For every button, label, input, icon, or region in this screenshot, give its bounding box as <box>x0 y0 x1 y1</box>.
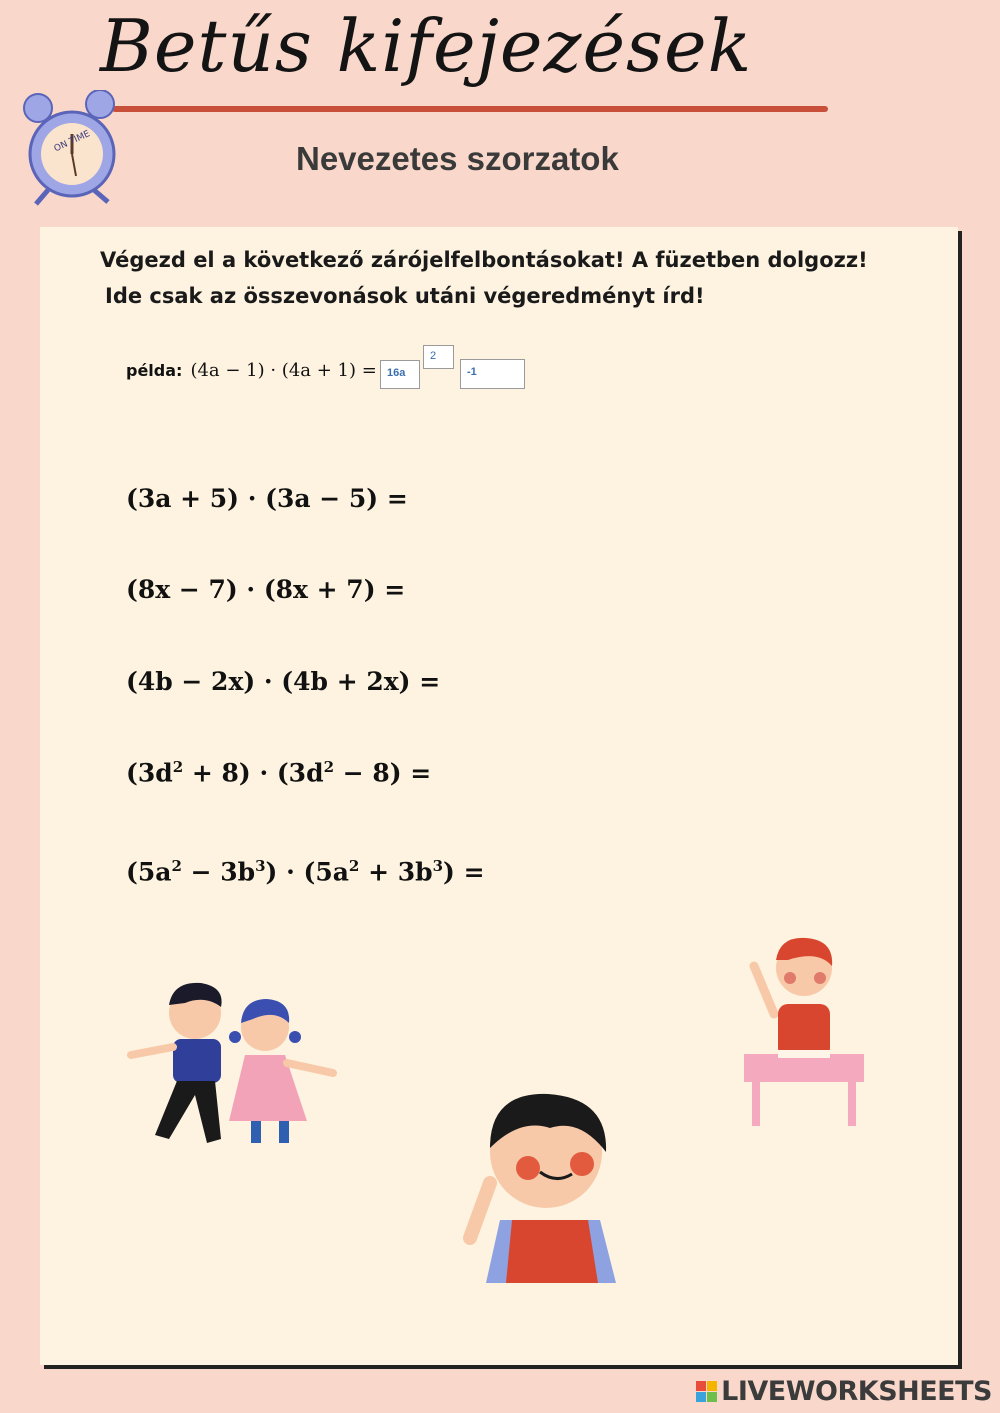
clock-label: ON TIME <box>52 129 92 155</box>
instruction-line-2: Ide csak az összevonások utáni végeredményt írd! <box>105 284 705 308</box>
logo-squares-icon <box>696 1381 717 1402</box>
example-answer-box-2[interactable]: -1 <box>460 359 525 389</box>
equation-5: $(5a^2 - 3b^3) \cdot (5a^2 + 3b^3)$ = <box>126 857 485 887</box>
equation-2: (8x − 7) · (8x + 7) = <box>126 575 406 604</box>
title-underline <box>112 106 828 112</box>
worksheet-subtitle: Nevezetes szorzatok <box>296 140 619 177</box>
equation-1: (3a + 5) · (3a − 5) = <box>126 484 408 513</box>
example-label: példa: <box>126 361 183 380</box>
equation-4: $(3d^2 + 8) \cdot (3d^2 - 8)$ = <box>126 758 432 788</box>
instruction-line-1: Végezd el a következő zárójelfelbontásokat! A füzetben dolgozz! <box>100 248 868 272</box>
example-expression: (4a − 1) · (4a + 1) = <box>190 360 377 381</box>
equation-3: (4b − 2x) · (4b + 2x) = <box>126 667 441 696</box>
example-answer-box-1[interactable]: 16a <box>380 360 420 389</box>
worksheet-title: Betűs kifejezések <box>100 4 753 88</box>
boy-at-desk-illustration <box>740 930 870 1130</box>
example-exponent-box[interactable]: 2 <box>423 345 454 369</box>
example-row <box>126 360 377 381</box>
two-kids-illustration <box>125 975 340 1155</box>
liveworksheets-logo <box>696 1376 992 1407</box>
alarm-clock-icon <box>18 90 123 208</box>
thinking-boy-illustration <box>460 1088 620 1283</box>
logo-text: LIVEWORKSHEETS <box>721 1376 992 1407</box>
